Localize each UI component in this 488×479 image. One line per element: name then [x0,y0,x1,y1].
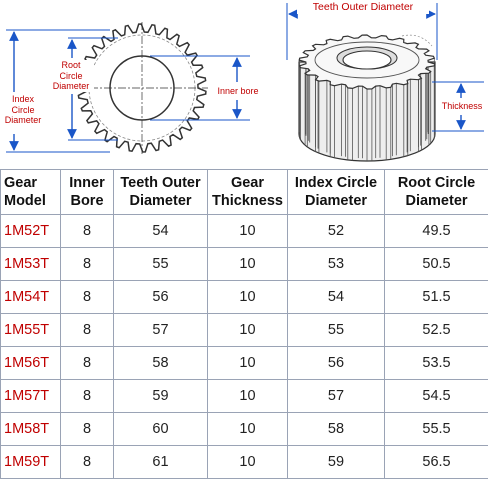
header-index-circle-diameter: Index Circle Diameter [288,170,385,215]
gear-spec-table [0,169,488,479]
gear-model-cell: 1M53T [1,248,61,281]
root-circle-cell: 50.5 [385,248,488,281]
gear-model-cell: 1M55T [1,314,61,347]
gear-front-view [76,22,208,154]
table-header-row [1,170,488,215]
teeth-outer-cell: 58 [114,347,208,380]
root-circle-cell: 55.5 [385,413,488,446]
gear-perspective-view [299,35,435,161]
inner-bore-cell: 8 [61,281,114,314]
thickness-cell: 10 [208,248,288,281]
teeth-outer-cell: 57 [114,314,208,347]
inner-bore-cell: 8 [61,446,114,479]
index-circle-cell: 54 [288,281,385,314]
index-circle-cell: 57 [288,380,385,413]
gear-bore-hole [343,51,391,69]
gear-model-cell: 1M58T [1,413,61,446]
root-circle-cell: 51.5 [385,281,488,314]
table-row [1,314,488,347]
teeth-outer-cell: 60 [114,413,208,446]
root-circle-cell: 49.5 [385,215,488,248]
root-circle-cell: 54.5 [385,380,488,413]
thickness-cell: 10 [208,281,288,314]
thickness-label: Thickness [438,101,486,112]
header-teeth-outer-diameter: Teeth Outer Diameter [114,170,208,215]
header-root-circle-diameter: Root Circle Diameter [385,170,488,215]
teeth-outer-cell: 59 [114,380,208,413]
inner-bore-label: Inner bore [212,86,264,97]
gear-model-cell: 1M54T [1,281,61,314]
gear-dimension-diagram [0,0,488,163]
root-circle-cell: 53.5 [385,347,488,380]
index-circle-label: Index Circle Diameter [0,94,46,126]
index-circle-cell: 56 [288,347,385,380]
index-circle-cell: 53 [288,248,385,281]
index-circle-cell: 52 [288,215,385,248]
thickness-cell: 10 [208,347,288,380]
gear-model-cell: 1M52T [1,215,61,248]
thickness-cell: 10 [208,413,288,446]
thickness-cell: 10 [208,314,288,347]
thickness-cell: 10 [208,215,288,248]
teeth-outer-label: Teeth Outer Diameter [297,1,429,14]
inner-bore-cell: 8 [61,347,114,380]
header-gear-thickness: Gear Thickness [208,170,288,215]
inner-bore-cell: 8 [61,215,114,248]
gear-model-cell: 1M57T [1,380,61,413]
table-row [1,248,488,281]
root-circle-cell: 56.5 [385,446,488,479]
table-row [1,281,488,314]
table-row [1,347,488,380]
teeth-outer-cell: 56 [114,281,208,314]
table-row [1,446,488,479]
table-row [1,380,488,413]
table-row [1,413,488,446]
inner-bore-cell: 8 [61,248,114,281]
teeth-outer-cell: 54 [114,215,208,248]
root-circle-label: Root Circle Diameter [48,60,94,92]
inner-bore-cell: 8 [61,380,114,413]
inner-bore-cell: 8 [61,314,114,347]
header-gear-model: Gear Model [1,170,61,215]
inner-bore-cell: 8 [61,413,114,446]
table-row [1,215,488,248]
thickness-cell: 10 [208,446,288,479]
index-circle-cell: 59 [288,446,385,479]
teeth-outer-cell: 61 [114,446,208,479]
root-circle-cell: 52.5 [385,314,488,347]
gear-model-cell: 1M56T [1,347,61,380]
index-circle-cell: 58 [288,413,385,446]
thickness-cell: 10 [208,380,288,413]
header-inner-bore: Inner Bore [61,170,114,215]
gear-model-cell: 1M59T [1,446,61,479]
teeth-outer-cell: 55 [114,248,208,281]
index-circle-cell: 55 [288,314,385,347]
